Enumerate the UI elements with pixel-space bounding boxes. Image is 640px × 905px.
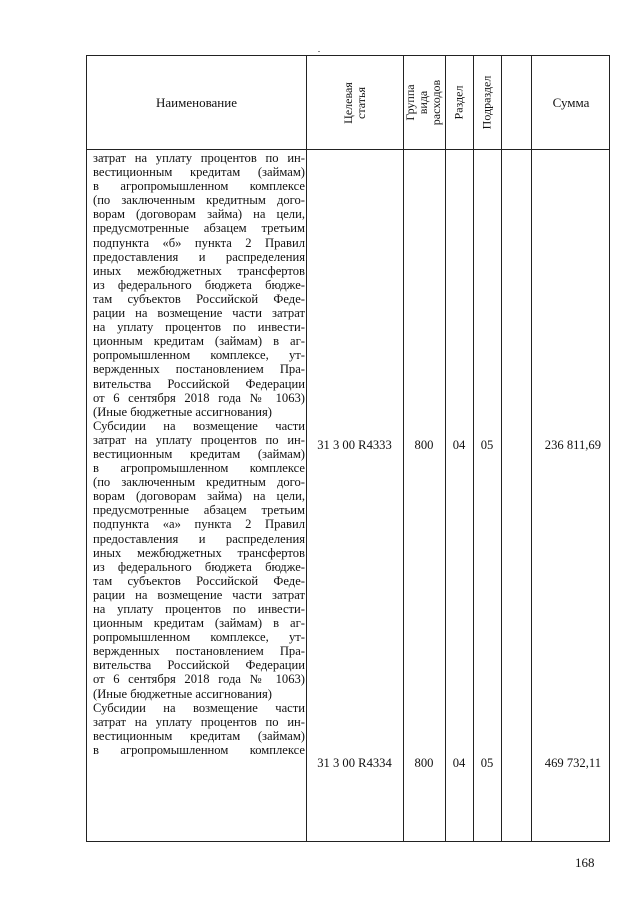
name-text-line: (Иные бюджетные ассигнования) xyxy=(93,686,272,701)
header-sum: Сумма xyxy=(552,94,590,110)
name-text-line: Субсидии на возмещение части xyxy=(93,700,305,715)
name-text-line: затрат на уплату процентов по ин- xyxy=(93,714,305,729)
name-text-line: там субъектов Российской Феде- xyxy=(93,573,305,588)
name-text-line: ворам (договорам займа) на цели, xyxy=(93,207,305,222)
name-text-line: (по заключенным кредитным дого- xyxy=(93,193,305,208)
row1-subsection: 05 xyxy=(480,438,494,452)
name-text-line: предоставления и распределения xyxy=(93,531,305,546)
name-text-line: иных межбюджетных трансфертов xyxy=(93,545,305,560)
name-column-text xyxy=(93,151,305,757)
header-divider xyxy=(87,149,609,150)
name-text-line: вестиционным кредитам (займам) xyxy=(93,446,305,461)
row1-section: 04 xyxy=(452,438,466,452)
name-text-line: иных межбюджетных трансфертов xyxy=(93,263,305,278)
name-text-line: ционным кредитам (займам) в аг- xyxy=(93,334,305,349)
name-text-line: в агропромышленном комплексе xyxy=(93,461,305,476)
name-text-line: в агропромышленном комплексе xyxy=(93,179,305,194)
row2-target-article: 31 3 00 R4334 xyxy=(317,756,392,770)
name-text-line: вержденных постановлением Пра- xyxy=(93,362,305,377)
name-text-line: подпункта «а» пункта 2 Правил xyxy=(93,517,305,532)
name-text-line: ропромышленном комплексе, ут- xyxy=(93,630,305,645)
row1-sum: 236 811,69 xyxy=(544,438,601,452)
header-section: Раздел xyxy=(451,85,466,120)
header-name: Наименование xyxy=(156,94,237,110)
header-expense-group: Группа вида расходов xyxy=(403,79,444,126)
name-text-line: (Иные бюджетные ассигнования) xyxy=(93,404,272,419)
name-text-line: в агропромышленном комплексе xyxy=(93,742,305,757)
name-text-line: вестиционным кредитам (займам) xyxy=(93,728,305,743)
name-text-line: вительства Российской Федерации xyxy=(93,658,305,673)
col-divider xyxy=(501,56,502,841)
budget-table xyxy=(86,55,610,842)
name-text-line: ционным кредитам (займам) в аг- xyxy=(93,616,305,631)
page-number: 168 xyxy=(575,855,595,870)
name-text-line: вестиционным кредитам (займам) xyxy=(93,165,305,180)
name-text-line: затрат на уплату процентов по ин- xyxy=(93,151,305,165)
name-text-line: на уплату процентов по инвести- xyxy=(93,602,305,616)
name-text-line: вержденных постановлением Пра- xyxy=(93,644,305,659)
row2-expense-group: 800 xyxy=(414,756,434,770)
name-text-line: затрат на уплату процентов по ин- xyxy=(93,432,305,447)
name-text-line: (по заключенным кредитным дого- xyxy=(93,475,305,490)
name-text-line: там субъектов Российской Феде- xyxy=(93,291,305,306)
scan-mark xyxy=(318,51,320,52)
name-text-line: из федерального бюджета бюдже- xyxy=(93,559,305,574)
name-text-line: рации на возмещение части затрат xyxy=(93,587,305,602)
name-text-line: из федерального бюджета бюдже- xyxy=(93,277,305,292)
name-text-line: от 6 сентября 2018 года № 1063) xyxy=(93,390,305,405)
header-target-article: Целевая статья xyxy=(340,81,368,124)
header-subsection: Подраздел xyxy=(479,75,494,130)
name-text-line: рации на возмещение части затрат xyxy=(93,306,305,321)
name-text-line: на уплату процентов по инвести- xyxy=(93,320,305,335)
row2-sum: 469 732,11 xyxy=(544,756,601,770)
name-text-line: подпункта «б» пункта 2 Правил xyxy=(93,235,305,250)
row2-subsection: 05 xyxy=(480,756,494,770)
name-text-line: ропромышленном комплексе, ут- xyxy=(93,348,305,363)
row1-expense-group: 800 xyxy=(414,438,434,452)
row1-target-article: 31 3 00 R4333 xyxy=(317,438,392,452)
name-text-line: Субсидии на возмещение части xyxy=(93,418,305,433)
name-text-line: от 6 сентября 2018 года № 1063) xyxy=(93,672,305,687)
name-text-line: предусмотренные абзацем третьим xyxy=(93,221,305,236)
name-text-line: ворам (договорам займа) на цели, xyxy=(93,489,305,504)
name-text-line: предусмотренные абзацем третьим xyxy=(93,503,305,518)
name-text-line: вительства Российской Федерации xyxy=(93,376,305,391)
row2-section: 04 xyxy=(452,756,466,770)
name-text-line: предоставления и распределения xyxy=(93,249,305,264)
